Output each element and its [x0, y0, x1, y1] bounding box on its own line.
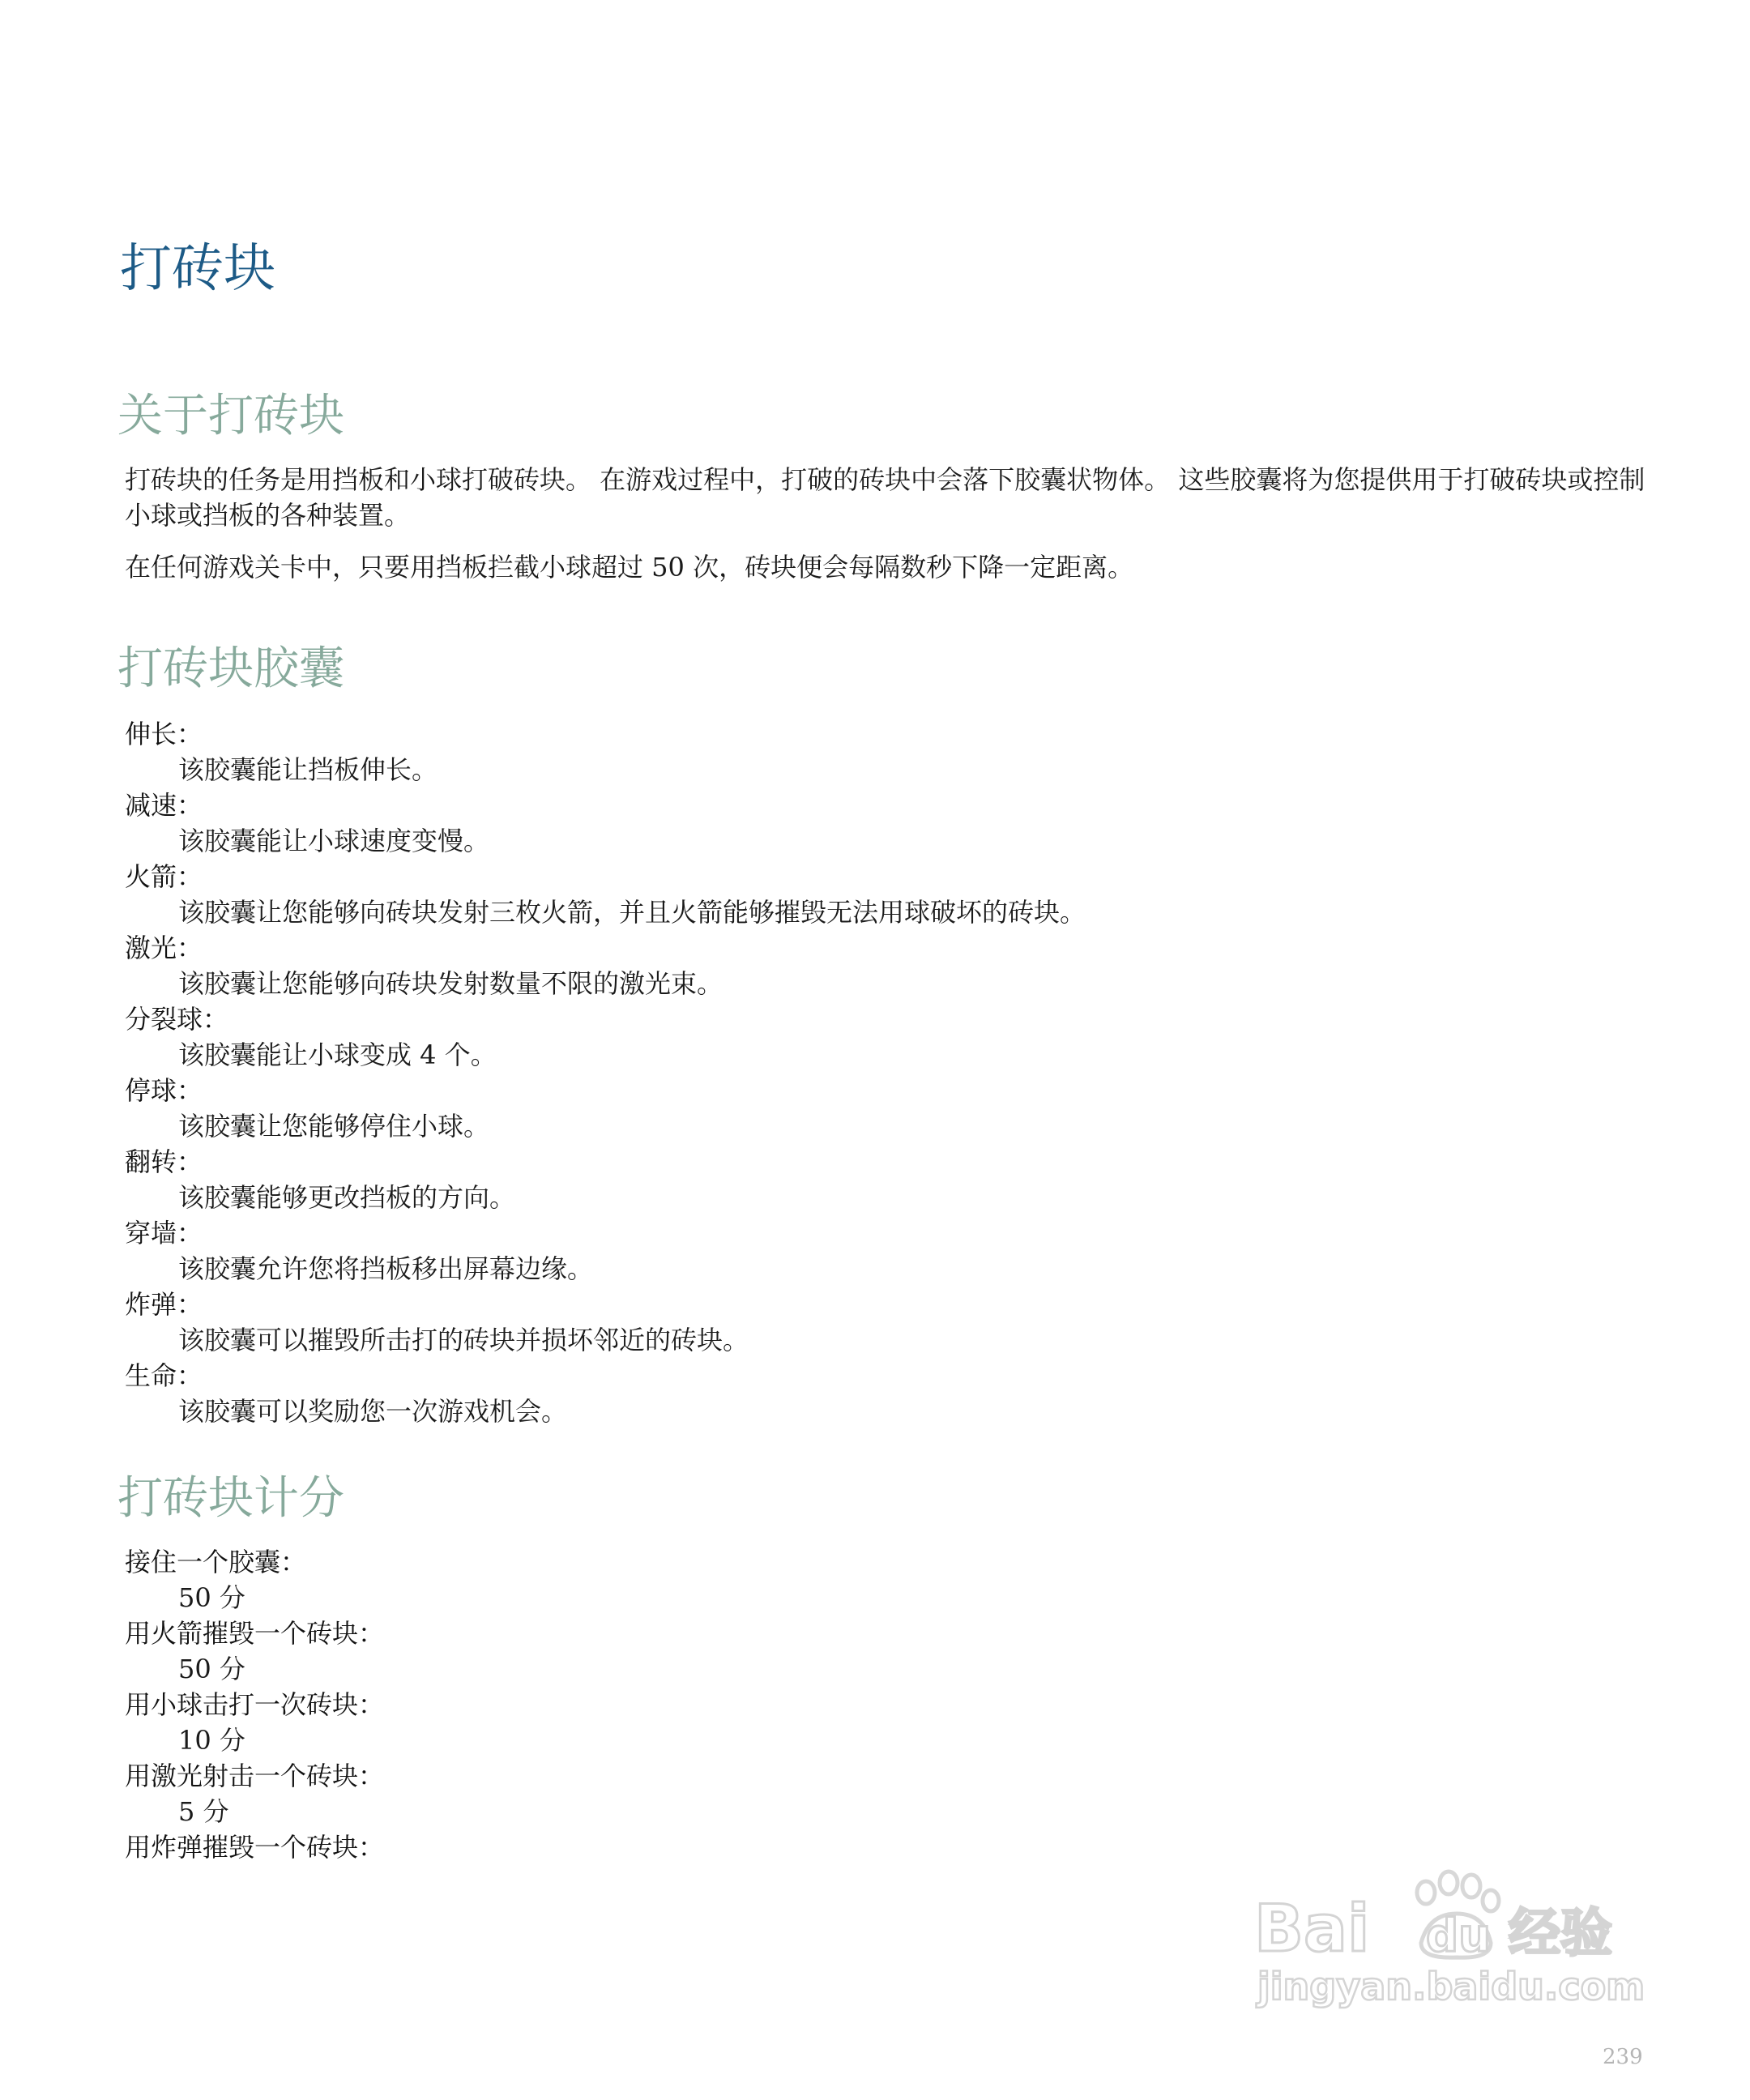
capsule-desc: 该胶囊可以奖励您一次游戏机会。 [178, 1396, 568, 1427]
scoring-points: 50 分 [178, 1582, 245, 1613]
scoring-points: 5 分 [178, 1796, 229, 1827]
capsule-item [125, 788, 1664, 859]
scoring-heading: 打砖块计分 [117, 1472, 344, 1525]
scoring-item [125, 1544, 1664, 1616]
about-paragraph-2: 在任何游戏关卡中，只要用挡板拦截小球超过 50 次，砖块便会每隔数秒下降一定距离。 [125, 552, 1134, 583]
capsule-term: 分裂球： [125, 1004, 229, 1035]
capsule-term: 穿墙： [125, 1218, 203, 1248]
capsule-item [125, 1073, 1664, 1144]
capsule-item [125, 1144, 1664, 1215]
baidu-jingyan-watermark [1248, 1855, 1669, 2017]
capsule-term: 炸弹： [125, 1289, 203, 1320]
scoring-item [125, 1687, 1664, 1758]
capsule-term: 激光： [125, 933, 203, 963]
capsule-item [125, 930, 1664, 1001]
capsule-desc: 该胶囊能让挡板伸长。 [178, 754, 438, 785]
capsule-desc: 该胶囊让您能够向砖块发射数量不限的激光束。 [178, 968, 723, 999]
capsule-term: 翻转： [125, 1146, 203, 1177]
scoring-points: 10 分 [178, 1725, 245, 1756]
capsule-term: 伸长： [125, 719, 203, 749]
capsule-desc: 该胶囊让您能够向砖块发射三枚火箭，并且火箭能够摧毁无法用球破坏的砖块。 [178, 897, 1086, 928]
svg-text:Bai: Bai [1254, 1891, 1370, 1966]
capsule-item [125, 1001, 1664, 1073]
scoring-item [125, 1758, 1664, 1829]
scoring-points: 50 分 [178, 1654, 245, 1684]
capsule-desc: 该胶囊可以摧毁所击打的砖块并损坏邻近的砖块。 [178, 1325, 749, 1355]
capsule-desc: 该胶囊能让小球变成 4 个。 [178, 1039, 497, 1070]
capsule-desc: 该胶囊能够更改挡板的方向。 [178, 1182, 516, 1213]
capsule-desc: 该胶囊能让小球速度变慢。 [178, 826, 490, 856]
about-heading: 关于打砖块 [117, 390, 344, 442]
capsule-term: 减速： [125, 790, 203, 821]
scoring-term: 用激光射击一个砖块： [125, 1761, 385, 1791]
scoring-term: 用火箭摧毁一个砖块： [125, 1618, 385, 1649]
capsule-desc: 该胶囊允许您将挡板移出屏幕边缘。 [178, 1253, 594, 1284]
capsules-list [125, 716, 1664, 1429]
capsule-term: 停球： [125, 1075, 203, 1106]
capsules-heading: 打砖块胶囊 [117, 642, 344, 695]
scoring-term: 接住一个胶囊： [125, 1547, 307, 1577]
capsule-desc: 该胶囊让您能够停住小球。 [178, 1111, 490, 1142]
capsule-item [125, 716, 1664, 788]
capsule-item [125, 1287, 1664, 1358]
svg-text:jingyan.baidu.com: jingyan.baidu.com [1257, 1965, 1645, 2008]
scoring-term: 用小球击打一次砖块： [125, 1689, 385, 1720]
page-title: 打砖块 [120, 239, 275, 299]
about-paragraph-1: 打砖块的任务是用挡板和小球打破砖块。 在游戏过程中，打破的砖块中会落下胶囊状物体。 这些胶囊将为您提供用于打破砖块或控制小球或挡板的各种装置。 [125, 464, 1645, 531]
svg-text:经验: 经验 [1509, 1904, 1612, 1964]
capsule-term: 火箭： [125, 861, 203, 892]
capsule-term: 生命： [125, 1360, 203, 1391]
capsule-item [125, 859, 1664, 930]
svg-text:du: du [1426, 1910, 1491, 1962]
capsule-item [125, 1215, 1664, 1287]
scoring-term: 用炸弹摧毁一个砖块： [125, 1832, 385, 1863]
scoring-list [125, 1544, 1664, 1865]
page-number: 239 [1603, 2045, 1643, 2069]
capsule-item [125, 1358, 1664, 1429]
scoring-item [125, 1616, 1664, 1687]
